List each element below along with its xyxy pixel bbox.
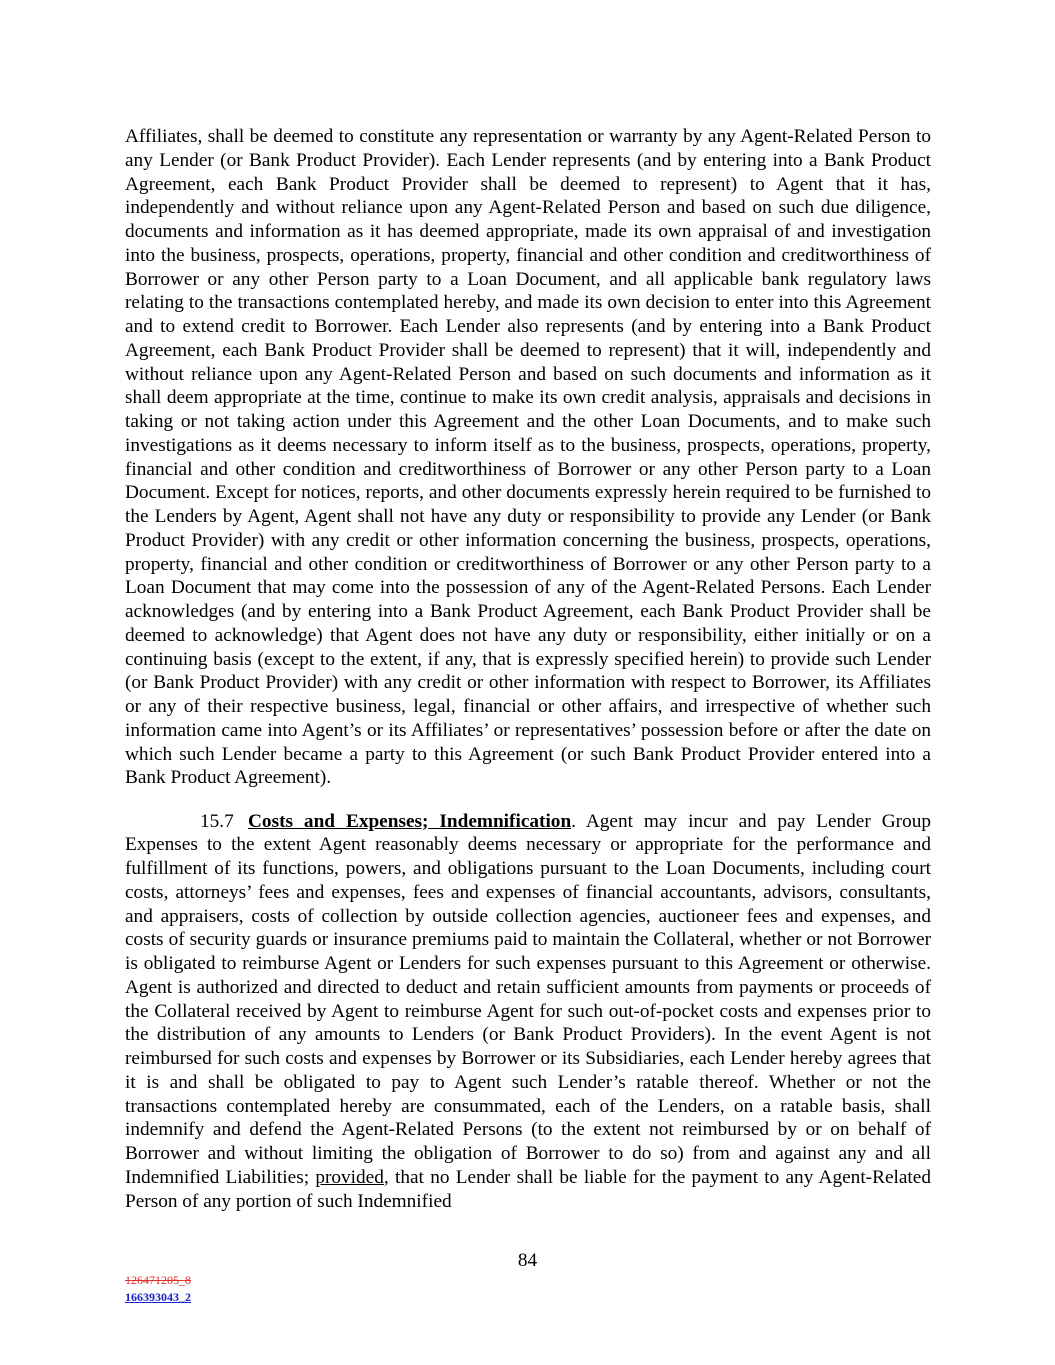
section-15-7-paragraph	[125, 810, 931, 1214]
page-number: 84	[517, 1250, 538, 1271]
body-text	[125, 125, 931, 1213]
section-title: Costs and Expenses; Indemnification	[248, 810, 572, 832]
paragraph-continuation: Affiliates, shall be deemed to constitute any representation or warranty by any Agent-Related Person to any Lender (or Bank Product Provider). Each Lender represents (and by entering into a Bank Product Agreement, each Bank Product Provider shall be deemed to represent) to Agent that it has, independently and without reliance upon any Agent-Related Person and based on such due diligence, documents and information as it has deemed appropriate, made its own appraisal of and investigation into the business, prospects, operations, property, financial and other condition and creditworthiness of Borrower or any other Person party to a Loan Document, and all applicable bank regulatory laws relating to the transactions contemplated hereby, and made its own decision to enter into this Agreement and to extend credit to Borrower. Each Lender also represents (and by entering into a Bank Product Agreement, each Bank Product Provider shall be deemed to represent) that it will, independently and without reliance upon any Agent-Related Person and based on such documents and information as it shall deem appropriate at the time, continue to make its own credit analysis, appraisals and decisions in taking or not taking action under this Agreement and the other Loan Documents, and to make such investigations as it deems necessary to inform itself as to the business, prospects, operations, property, financial and other condition and creditworthiness of Borrower or any other Person party to a Loan Document. Except for notices, reports, and other documents expressly herein required to be furnished to the Lenders by Agent, Agent shall not have any duty or responsibility to provide any Lender (or Bank Product Provider) with any credit or other information concerning the business, prospects, operations, property, financial and other condition or creditworthiness of Borrower or any other Person party to a Loan Document that may come into the possession of any of the Agent-Related Persons. Each Lender acknowledges (and by entering into a Bank Product Agreement, each Bank Product Provider shall be deemed to acknowledge) that Agent does not have any duty or responsibility, either initially or on a continuing basis (except to the extent, if any, that is expressly specified herein) to provide such Lender (or Bank Product Provider) with any credit or other information with respect to Borrower, its Affiliates or any of their respective business, legal, financial or other affairs, and irrespective of whether such information came into Agent’s or its Affiliates’ or representatives’ possession before or after the date on which such Lender became a party to this Agreement (or such Bank Product Provider entered into a Bank Product Agreement).	[125, 126, 931, 789]
provided-term: provided	[315, 1166, 384, 1188]
doc-id-inserted: 166393043_2	[125, 1290, 191, 1304]
doc-id-deleted: 126471205_8	[125, 1273, 191, 1287]
section-text-end: , that no Lender shall be liable for the payment to any Agent-Related Person of any portion of such Indemnified	[125, 1166, 931, 1212]
section-text: . Agent may incur and pay Lender Group Expenses to the extent Agent reasonably deems necessary or appropriate for the performance and fulfillment of its functions, powers, and obligations pursuant to the Loan Documents, including court costs, attorneys’ fees and expenses, fees and expenses of financial accountants, advisors, consultants, and appraisers, costs of collection by outside collection agencies, auctioneer fees and expenses, and costs of security guards or insurance premiums paid to maintain the Collateral, whether or not Borrower is obligated to reimburse Agent or Lenders for such expenses pursuant to this Agreement or otherwise. Agent is authorized and directed to deduct and retain sufficient amounts from payments or proceeds of the Collateral received by Agent to reimburse Agent for such out-of-pocket costs and expenses prior to the distribution of any amounts to Lenders (or Bank Product Providers). In the event Agent is not reimbursed for such costs and expenses by Borrower or its Subsidiaries, each Lender hereby agrees that it is and shall be obligated to pay to Agent such Lender’s ratable thereof. Whether or not the transactions contemplated hereby are consummated, each of the Lenders, on a ratable basis, shall indemnify and defend the Agent-Related Persons (to the extent not reimbursed by or on behalf of Borrower and without limiting the obligation of Borrower to do so) from and against any and all Indemnified Liabilities;	[125, 810, 931, 1188]
section-number: 15.7	[200, 810, 234, 832]
